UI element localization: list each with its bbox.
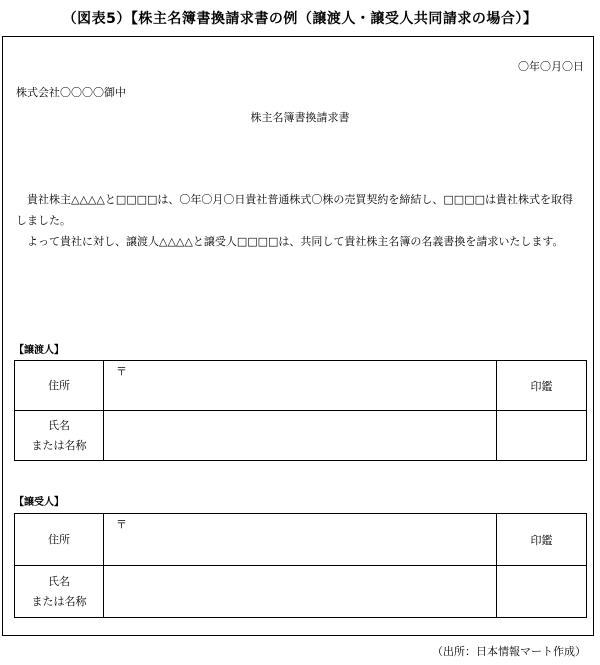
transferor-name-label [15, 411, 104, 461]
transferee-name-field[interactable] [104, 566, 497, 618]
transferor-address-label: 住所 [15, 361, 104, 411]
transferee-seal-label: 印鑑 [497, 514, 587, 566]
transferor-name-field[interactable] [104, 411, 497, 461]
transferor-name-label-line1: 氏名 [48, 418, 70, 432]
transferee-name-label-line1: 氏名 [48, 574, 70, 588]
transferee-name-label-line2: または名称 [31, 594, 87, 608]
transferee-section-label: 【譲受人】 [14, 497, 64, 508]
transferee-seal-box[interactable] [497, 566, 587, 618]
document-title: 株主名簿書換請求書 [250, 111, 350, 124]
transferee-name-label [15, 566, 104, 618]
body-paragraph-2: よって貴社に対し、譲渡人△△△△と譲受人□□□□は、共同して貴社株主名簿の名義書換を請求いたします。 [27, 235, 564, 248]
document-body [16, 189, 578, 252]
transferor-section-label: 【譲渡人】 [14, 345, 64, 356]
transferor-name-label-line2: または名称 [31, 438, 87, 452]
transferor-address-field[interactable]: 〒 [104, 361, 497, 411]
transferor-table [14, 360, 587, 461]
transferee-address-field[interactable]: 〒 [104, 514, 497, 566]
body-paragraph-1: 貴社株主△△△△と□□□□は、〇年〇月〇日貴社普通株式〇株の売買契約を締結し、□□□□は貴社株式を取得しました。 [16, 193, 573, 227]
transferor-seal-box[interactable] [497, 411, 587, 461]
transferor-seal-label: 印鑑 [497, 361, 587, 411]
source-note: （出所：日本情報マート作成） [432, 645, 586, 658]
transferee-address-label: 住所 [15, 514, 104, 566]
transferee-table [14, 513, 587, 618]
figure-caption: （図表5）【株主名簿書換請求書の例（譲渡人・譲受人共同請求の場合）】 [62, 11, 538, 27]
document-date: 〇年〇月〇日 [518, 60, 584, 73]
addressee: 株式会社〇〇〇〇御中 [16, 86, 126, 99]
